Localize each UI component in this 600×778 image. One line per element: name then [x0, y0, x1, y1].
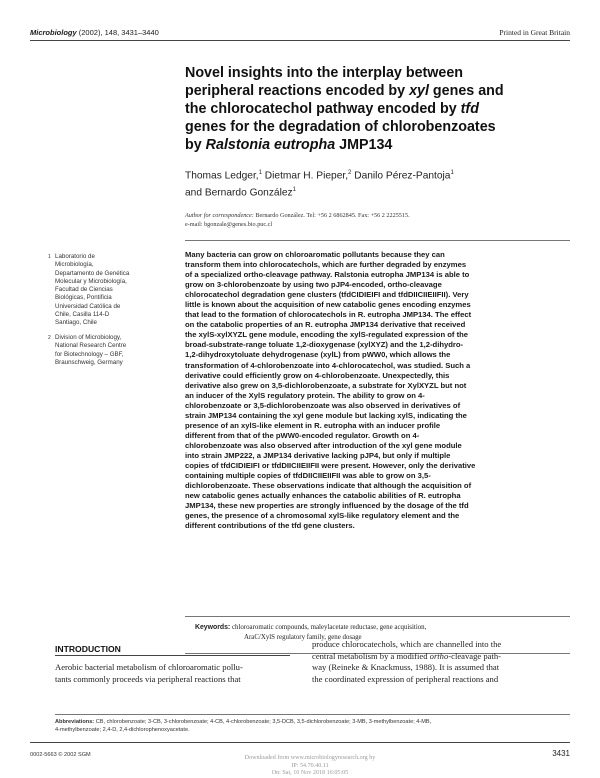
body-line: way (Reineke & Knackmuss, 1988). It is assumed that	[312, 662, 500, 672]
title-part: the chlorocatechol pathway encoded by	[185, 101, 461, 117]
abstract-line: chlorobenzoate or 3,5-dichlorobenzoate was also observed in derivatives of	[185, 400, 461, 410]
introduction-rule	[55, 655, 290, 656]
abstract-line: an inducer of the XylS regulatory protein. The ability to grow on 4-	[185, 390, 425, 400]
page-number: 3431	[552, 749, 570, 758]
keywords-label: Keywords:	[195, 624, 231, 631]
affiliation-line: Laboratorio de	[55, 253, 95, 260]
body-text: central metabolism by a modified	[312, 650, 430, 661]
author-affil-mark: 1	[258, 170, 262, 176]
abbreviations-label: Abbreviations:	[55, 719, 95, 725]
abstract-line: containing multiple copies of tfdDIICIIEIIFII was able to grow on 3,5-	[185, 471, 431, 481]
title-part: genes for the degradation of chlorobenzoates	[185, 119, 496, 135]
keywords-line: chloroaromatic compounds, maleylacetate reductase, gene acquisition,	[230, 624, 427, 631]
author-name: Dietmar H. Pieper,	[261, 170, 349, 182]
title-part: Novel insights into the interplay between	[185, 65, 464, 81]
intro-column-left	[55, 662, 295, 685]
abstract-line: JMP134, these new properties are strongly influenced by the dosage of the tfd	[185, 501, 469, 511]
intro-column-right	[312, 639, 572, 685]
abstract-line: 1,2-dihydroxytoluate dehydrogenase (xylL) from pWW0, which allows the	[185, 350, 451, 360]
abbreviations-rule	[55, 714, 570, 715]
abbreviations	[55, 718, 570, 734]
affiliation-line: Braunschweig, Germany	[55, 358, 123, 366]
affiliation-line: Molecular y Microbiología,	[55, 277, 127, 285]
printed-in: Printed in Great Britain	[499, 28, 570, 37]
author-name: Danilo Pérez-Pantoja	[351, 170, 451, 182]
author-list	[185, 166, 565, 201]
affiliation-line: for Biotechnology – GBF,	[55, 350, 124, 358]
abstract-line: strain JMP134 containing the xyl gene module but lacking xylS, indicating the	[185, 410, 467, 420]
abstract-line: dichlorobenzoate. These observations indicate that although the acquisition of	[185, 481, 472, 491]
article-title	[185, 64, 570, 154]
body-line: produce chlorocatechols, which are channelled into the	[312, 639, 502, 649]
watermark-line: Downloaded from www.microbiologyresearch.org by	[244, 755, 376, 761]
title-part: genes and	[428, 83, 504, 99]
abstract-line: the xylS-xylXYZL gene module, encoding the xylS-regulated expression of the	[185, 330, 469, 340]
journal-citation	[30, 28, 159, 37]
affiliation-line: National Research Centre	[55, 342, 127, 350]
correspondence-email[interactable]: e-mail: bgonzale@genes.bio.puc.cl	[185, 220, 273, 228]
title-part: Ralstonia eutropha	[205, 137, 336, 153]
author-affil-mark: 2	[348, 170, 352, 176]
abbreviations-line: CB, chlorobenzoate; 3-CB, 3-chlorobenzoate; 4-CB, 4-chlorobenzoate; 3,5-DCB, 3,5-dichlorobenzoate; 3-MB, 3-methylbenzoate; 4-MB,	[94, 719, 432, 725]
affiliation-line: Facultad de Ciencias	[55, 286, 113, 294]
abstract-line: different contributions of the tfd gene clusters.	[185, 521, 355, 531]
title-part: xyl	[409, 83, 429, 99]
affiliation-line: Microbiología,	[55, 261, 94, 269]
correspondence-label: Author for correspondence:	[185, 212, 254, 219]
issn-copyright: 0002-5663 © 2002 SGM	[30, 752, 91, 758]
body-text-italic: ortho	[429, 650, 449, 661]
abstract	[185, 250, 570, 531]
watermark-line: IP: 54.70.40.11	[291, 762, 329, 769]
abstract-line: chlorobenzoate was also observed after introduction of the xyl gene module	[185, 440, 462, 450]
abstract-line: grow on 3-chlorobenzoate by using two pJP4-encoded, ortho-cleavage	[185, 280, 442, 290]
abstract-line: transformation of 4-chlorobenzoate into 4-chlorocatechol, was studied. Such a	[185, 360, 471, 370]
download-watermark	[220, 755, 400, 778]
abstract-line: that lead to the formation of chlorocatechols in R. eutropha JMP134. The effect	[185, 310, 472, 320]
author-affil-mark: 1	[450, 170, 454, 176]
abstract-line: chlorocatechol degradation gene clusters (tfdCIDIEIFI and tfdDIICIIEIIFII). Very	[185, 290, 469, 300]
affiliation-1	[48, 253, 170, 328]
author-name: and Bernardo González	[185, 187, 293, 199]
title-part: JMP134	[335, 137, 393, 153]
affiliation-line: Departamento de Genética	[55, 269, 130, 277]
body-line: Aerobic bacterial metabolism of chloroaromatic pollu-	[55, 662, 243, 672]
footer-rule	[30, 742, 570, 743]
abstract-line: little is known about the acquisition of new catabolic genes encoding enzymes	[185, 300, 471, 310]
keywords-line: AraC/XylS regulatory family, gene dosage	[244, 634, 362, 641]
abstract-line: copies of tfdCIDIEIFI or tfdDIICIIEIIFII were present. However, only the derivative	[185, 460, 476, 470]
affiliation-number: 1	[48, 254, 51, 260]
abstract-line: different from that of the pWW0-encoded regulator. Growth on 4-	[185, 430, 420, 440]
abstract-line: derivative also grew on 3,5-dichlorobenzoate, a substrate for XylXYZL but not	[185, 380, 467, 390]
title-part: by	[185, 137, 206, 153]
abstract-line: on the catabolic properties of an R. eutropha JMP134 derivative that received	[185, 320, 466, 330]
abstract-line: of a specialized ortho-cleavage pathway. Ralstonia eutropha JMP134 is able to	[185, 270, 470, 280]
abstract-line: new catabolic genes actually enhances the catabolic abilities of R. eutropha	[185, 491, 461, 501]
affiliation-line: Biológicas, Pontificia	[55, 294, 112, 302]
affiliation-2	[48, 334, 170, 367]
affiliation-line: Universidad Católica de	[55, 302, 121, 310]
body-line: the coordinated expression of peripheral reactions and	[312, 673, 499, 684]
correspondence-contact: Bernardo González. Tel: +56 2 6862845. Fax: +56 2 2225515.	[253, 212, 410, 219]
header-rule	[30, 40, 570, 41]
keywords-rule-top	[185, 616, 570, 617]
correspondence	[185, 212, 570, 229]
abstract-line: derivative could efficiently grow on 4-chlorobenzoate. Unexpectedly, this	[185, 370, 450, 380]
body-text: -cleavage path-	[448, 650, 502, 661]
abstract-line: broad-substrate-range toluate 1,2-dioxygenase (xylXYZ) and the 1,2-dihydro-	[185, 340, 464, 350]
abstract-line: presence of an xylS-like element in R. eutropha with an inducer profile	[185, 420, 441, 430]
abbreviations-line: 4-methylbenzoate; 2,4-D, 2,4-dichlorophenoxyacetate.	[55, 727, 190, 733]
title-part: tfd	[460, 101, 479, 117]
affiliation-number: 2	[48, 335, 51, 341]
affiliation-line: Chile, Casilla 114-D	[55, 311, 110, 319]
affiliation-line: Division of Microbiology,	[55, 334, 122, 341]
abstract-line: transform them into chlorocatechols, which are further degraded by enzymes	[185, 260, 467, 270]
author-name: Thomas Ledger,	[185, 170, 259, 182]
abstract-line: Many bacteria can grow on chloroaromatic pollutants because they can	[185, 250, 445, 259]
body-line: tants commonly proceeds via peripheral reactions that	[55, 673, 241, 684]
affiliation-line: Santiago, Chile	[55, 319, 97, 327]
abstract-line: genes, the presence of a chromosomal xylS-like regulatory element and the	[185, 511, 460, 521]
journal-name: Microbiology	[30, 28, 77, 37]
title-part: peripheral reactions encoded by	[185, 83, 410, 99]
citation-details: (2002), 148, 3431–3440	[76, 28, 159, 37]
watermark-line: On: Sat, 10 Nov 2018 16:05:05	[271, 770, 349, 776]
body-line	[312, 651, 572, 663]
abstract-line: into strain JMP222, a JMP134 derivative lacking pJP4, but only if multiple	[185, 450, 451, 460]
section-rule	[185, 240, 570, 241]
introduction-heading: INTRODUCTION	[55, 644, 121, 654]
author-affil-mark: 1	[292, 187, 296, 194]
